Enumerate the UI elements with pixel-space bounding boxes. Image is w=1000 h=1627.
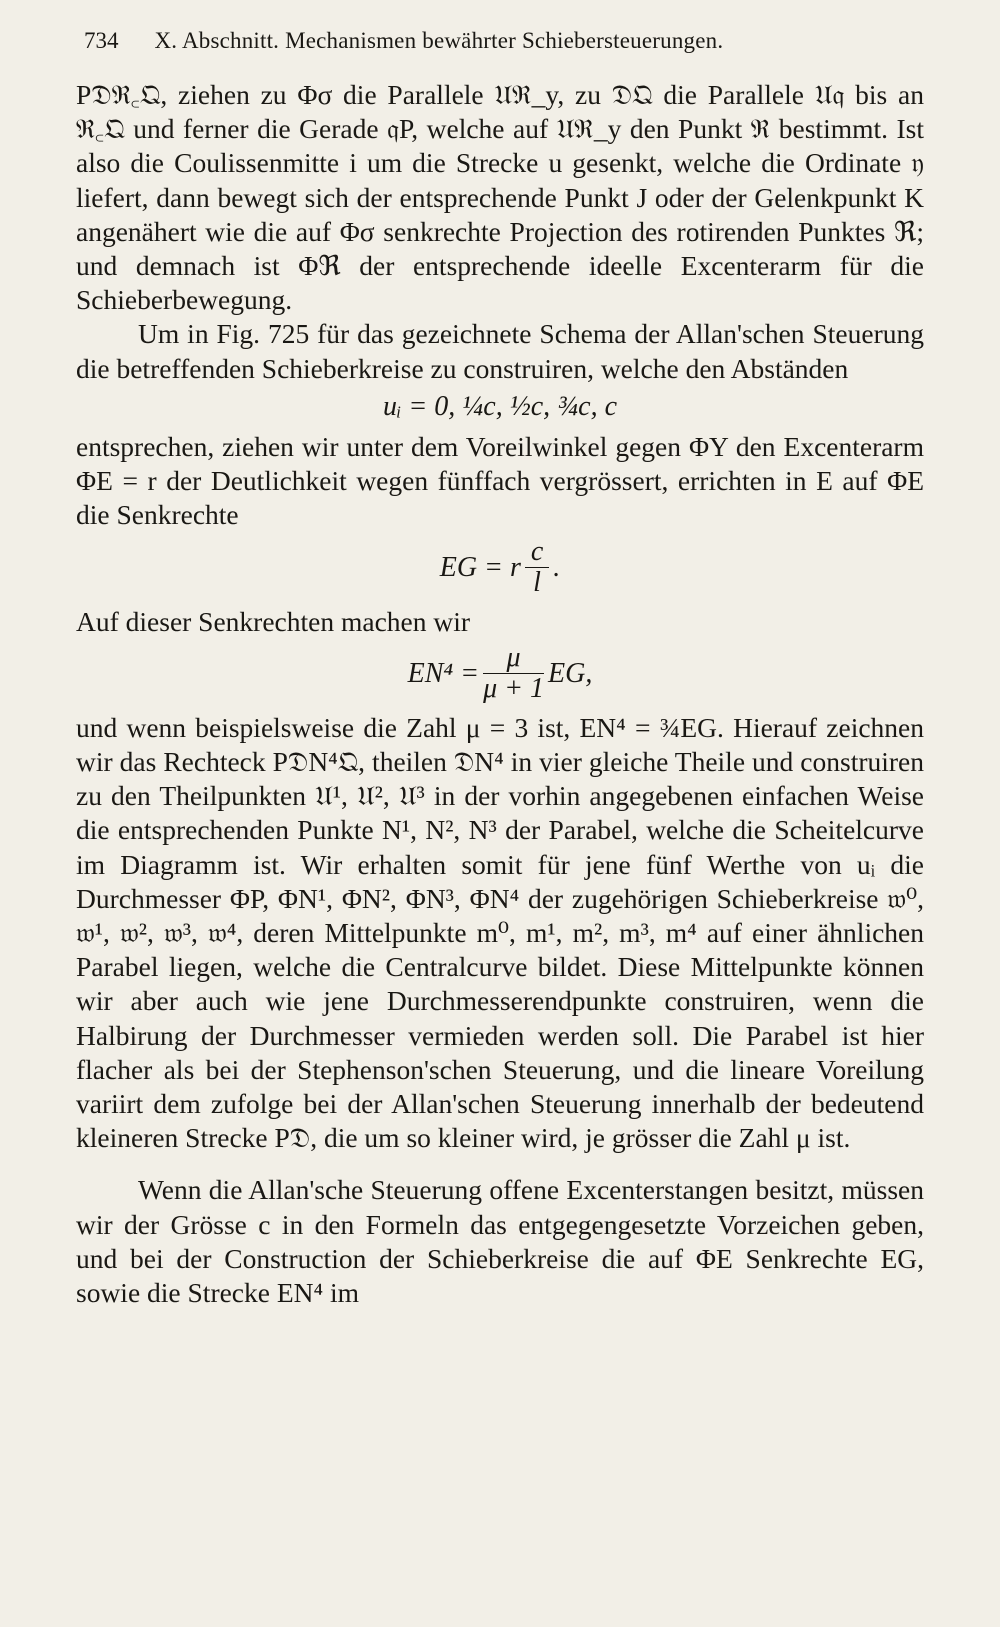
chapter-title: X. Abschnitt. Mechanismen bewährter Schiebersteuerungen. <box>154 28 724 53</box>
paragraph-4: Auf dieser Senkrechten machen wir <box>76 605 471 637</box>
formula-en4 <box>76 641 924 707</box>
running-head <box>84 26 924 56</box>
formula-en4-left: EN⁴ = <box>407 657 480 689</box>
paragraph-5: und wenn beispielsweise die Zahl μ = 3 ist, EN⁴ = ¾EG. Hierauf zeichnen wir das Rechteck P𝔇N⁴𝔔, theilen 𝔇N⁴ in vier gleiche Theile und construiren zu den Theilpunkten 𝔘¹, 𝔘², 𝔘³ in der vorhin angegebenen einfachen Weise die entsprechenden Punkte N¹, N², N³ der Parabel, welche die Scheitelcurve im Diagramm ist. Wir erhalten somit für jene fünf Werthe von uᵢ die Durchmesser ΦP, ΦN¹, ΦN², ΦN³, ΦN⁴ der zugehörigen Schieberkreise 𝔴⁰, 𝔴¹, 𝔴², 𝔴³, 𝔴⁴, deren Mittelpunkte m⁰, m¹, m², m³, m⁴ auf einer ähnlichen Parabel liegen, welche die Centralcurve bildet. Diese Mittelpunkte können wir aber auch wie jene Durchmesserendpunkte construiren, wenn die Halbirung der Durchmesser vermieden werden soll. Die Parabel ist hier flacher als bei der Stephenson'schen Steuerung, und die lineare Voreilung variirt dem zufolge bei der Allan'schen Steuerung innerhalb der bedeutend kleineren Strecke P𝔇, die um so kleiner wird, je grösser die Zahl μ ist. <box>76 711 924 1154</box>
formula-en4-denominator: μ + 1 <box>483 673 545 705</box>
paragraph-1: P𝔇ℜ꜀𝔔, ziehen zu Φσ die Parallele 𝔘ℜ_y, zu 𝔇𝔔 die Parallele 𝔘𝔮 bis an ℜ꜀𝔔 und ferner die Gerade 𝔮P, welche auf 𝔘ℜ_y den Punkt ℜ bestimmt. Ist also die Coulissenmitte i um die Strecke u gesenkt, welche die Ordinate 𝔶 liefert, dann bewegt sich der entsprechende Punkt J oder der Gelenkpunkt K angenähert wie die auf Φσ senkrechte Projection des rotirenden Punktes ℜ; und demnach ist Φℜ der entsprechende ideelle Excenterarm für die Schieberbewegung. <box>76 79 924 316</box>
formula-eg-end: . <box>553 551 561 583</box>
formula-offsets: uᵢ = 0, ¼c, ½c, ¾c, c <box>382 390 618 422</box>
paragraph-3: entsprechen, ziehen wir unter dem Voreilwinkel gegen ΦY den Excenterarm ΦE = r der Deutlichkeit wegen fünffach vergrössert, errichten in E auf ΦE die Senkrechte <box>76 431 924 531</box>
formula-eg-denominator: l <box>533 567 541 599</box>
paragraph-6: Wenn die Allan'sche Steuerung offene Excenterstangen besitzt, müssen wir der Grösse c in den Formeln das entgegengesetzte Vorzeichen geben, und bei der Construction der Schieberkreise die auf ΦE Senkrechte EG, sowie die Strecke EN⁴ im <box>76 1174 924 1309</box>
formula-eg-numerator: c <box>525 537 549 568</box>
formula-en4-fraction <box>483 643 544 704</box>
formula-en4-right: EG, <box>548 657 593 689</box>
formula-eg-fraction <box>525 537 549 598</box>
formula-en4-numerator: μ <box>483 643 544 674</box>
page-number: 734 <box>84 28 119 53</box>
formula-eg <box>76 535 924 601</box>
formula-eg-left: EG = r <box>439 551 521 583</box>
paragraph-2: Um in Fig. 725 für das gezeichnete Schema der Allan'schen Steuerung die betreffenden Schieberkreise zu construiren, welche den Abständen <box>76 318 924 384</box>
